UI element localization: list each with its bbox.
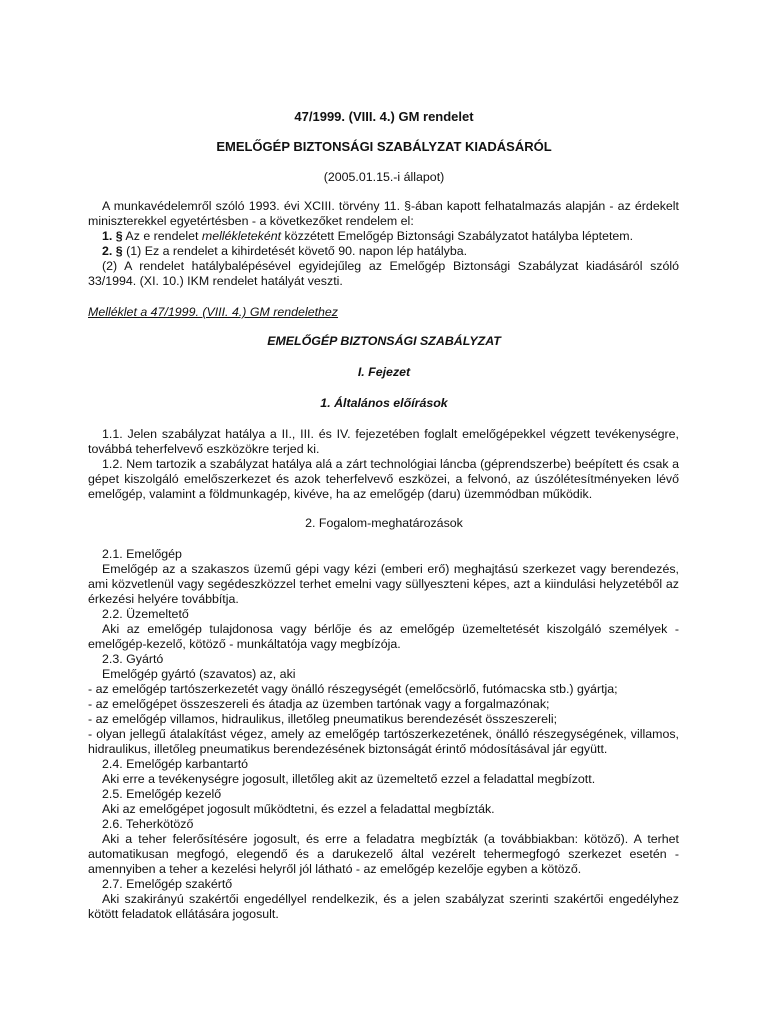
definition-2-4-text: Aki erre a tevékenységre jogosult, illetőleg akit az üzemeltető ezzel a feladattal megbízott. (102, 772, 596, 786)
section-1-text-italic: mellékleteként (201, 229, 282, 243)
section-2-paragraph (88, 244, 679, 259)
definition-2-2-title: 2.2. Üzemeltető (102, 607, 189, 621)
chapter-heading: I. Fejezet (357, 365, 411, 379)
section-2-number: 2. § (102, 244, 123, 258)
intro-block (88, 199, 679, 289)
definition-2-3-text: Emelőgép gyártó (szavatos) az, aki (102, 667, 296, 681)
clause-1-2: 1.2. Nem tartozik a szabályzat hatálya alá a zárt technológiai láncba (géprendszerbe) beépített és csak a gépet kiszolgáló emelőszerkezet és azok teherfelvevő eszközei, a felvonó, az úszólétesítményeken lévő emelőgép, valamint a földmunkagép, kivéve, ha az emelőgép (daru) üzemmódban működik. (88, 457, 679, 501)
definition-2-5-text: Aki az emelőgépet jogosult működtetni, és ezzel a feladattal megbízták. (102, 802, 495, 816)
rule-title: EMELŐGÉP BIZTONSÁGI SZABÁLYZAT (267, 334, 501, 348)
definition-2-3-title: 2.3. Gyártó (102, 652, 164, 666)
definition-2-7-title: 2.7. Emelőgép szakértő (102, 877, 233, 891)
definition-2-3-bullet-4: - olyan jellegű átalakítást végez, amely az emelőgép tartószerkezetének, önálló részegységének, villamos, hidraulikus, illetőleg pneumatikus berendezésének biztonságát érintő módosításával jár együtt. (88, 727, 679, 756)
section-2-heading: 2. Fogalom-meghatározások (305, 516, 463, 530)
definition-2-7-text: Aki szakirányú szakértői engedéllyel rendelkezik, és a jelen szabályzat szerinti szakértői engedélyhez kötött feladatok ellátására jogosult. (88, 892, 679, 921)
section-2-paragraph-2: (2) A rendelet hatálybalépésével egyidejűleg az Emelőgép Biztonsági Szabályzat kiadásáról szóló 33/1994. (XI. 10.) IKM rendelet hatályát veszti. (88, 259, 679, 288)
definition-2-6-title: 2.6. Teherkötöző (102, 817, 194, 831)
section-1-number: 1. § (102, 229, 123, 243)
section-1-text-pre: Az e rendelet (122, 229, 202, 243)
definition-2-3-bullet-3: - az emelőgép villamos, hidraulikus, illetőleg pneumatikus berendezését összeszereli; (88, 712, 558, 726)
definition-2-2-text: Aki az emelőgép tulajdonosa vagy bérlője és az emelőgép üzemeltetését kiszolgáló személyek - emelőgép-kezelő, kötöző - munkáltatója vagy megbízója. (88, 622, 679, 651)
definition-2-6-text: Aki a teher felerősítésére jogosult, és erre a feladatra megbízták (a továbbiakban: kötöző). A terhet automatikusan megfogó, elegendő és a darukezelő által vezérelt tehermegfogó szerkezet esetén - amennyiben a teher a kezelési helyről jól látható - az emelőgép kezelője egyben a kötöző. (88, 832, 679, 876)
document-subtitle: EMELŐGÉP BIZTONSÁGI SZABÁLYZAT KIADÁSÁRÓL (216, 139, 552, 154)
definition-2-1-text: Emelőgép az a szakaszos üzemű gépi vagy kézi (emberi erő) meghajtású szerkezet vagy berendezés, ami közvetlenül vagy segédeszközzel terhet emelni vagy süllyeszteni képes, azt a kiindulási helyzetéből az érkezési helyére továbbítja. (88, 562, 679, 606)
section-1-heading: 1. Általános előírások (320, 396, 448, 410)
definition-2-3-bullet-2: - az emelőgépet összeszereli és átadja az üzemben tartónak vagy a forgalmazónak; (88, 697, 550, 711)
annex-reference: Melléklet a 47/1999. (VIII. 4.) GM rendelethez (88, 305, 339, 319)
section-2-body (88, 547, 679, 922)
section-1-text-post: közzétett Emelőgép Biztonsági Szabályzatot hatályba léptetem. (281, 229, 634, 243)
section-1-body (88, 427, 679, 502)
document-title: 47/1999. (VIII. 4.) GM rendelet (294, 109, 474, 124)
section-2-text: (1) Ez a rendelet a kihirdetését követő 90. napon lép hatályba. (122, 244, 468, 258)
definition-2-3-bullet-1: - az emelőgép tartószerkezetét vagy önálló részegységét (emelőcsörlő, futómacska stb.) gyártja; (88, 682, 618, 696)
intro-paragraph: A munkavédelemről szóló 1993. évi XCIII. törvény 11. §-ában kapott felhatalmazás alapján - az érdekelt miniszterekkel egyetértésben - a következőket rendelem el: (88, 199, 679, 228)
definition-2-5-title: 2.5. Emelőgép kezelő (102, 787, 222, 801)
clause-1-1: 1.1. Jelen szabályzat hatálya a II., III. és IV. fejezetében foglalt emelőgépekkel végzett tevékenységre, továbbá teherfelvevő eszközökre terjed ki. (88, 427, 679, 456)
definition-2-4-title: 2.4. Emelőgép karbantartó (102, 757, 249, 771)
definition-2-1-title: 2.1. Emelőgép (102, 547, 182, 561)
document-state: (2005.01.15.-i állapot) (323, 170, 445, 184)
section-1-paragraph (88, 229, 679, 244)
